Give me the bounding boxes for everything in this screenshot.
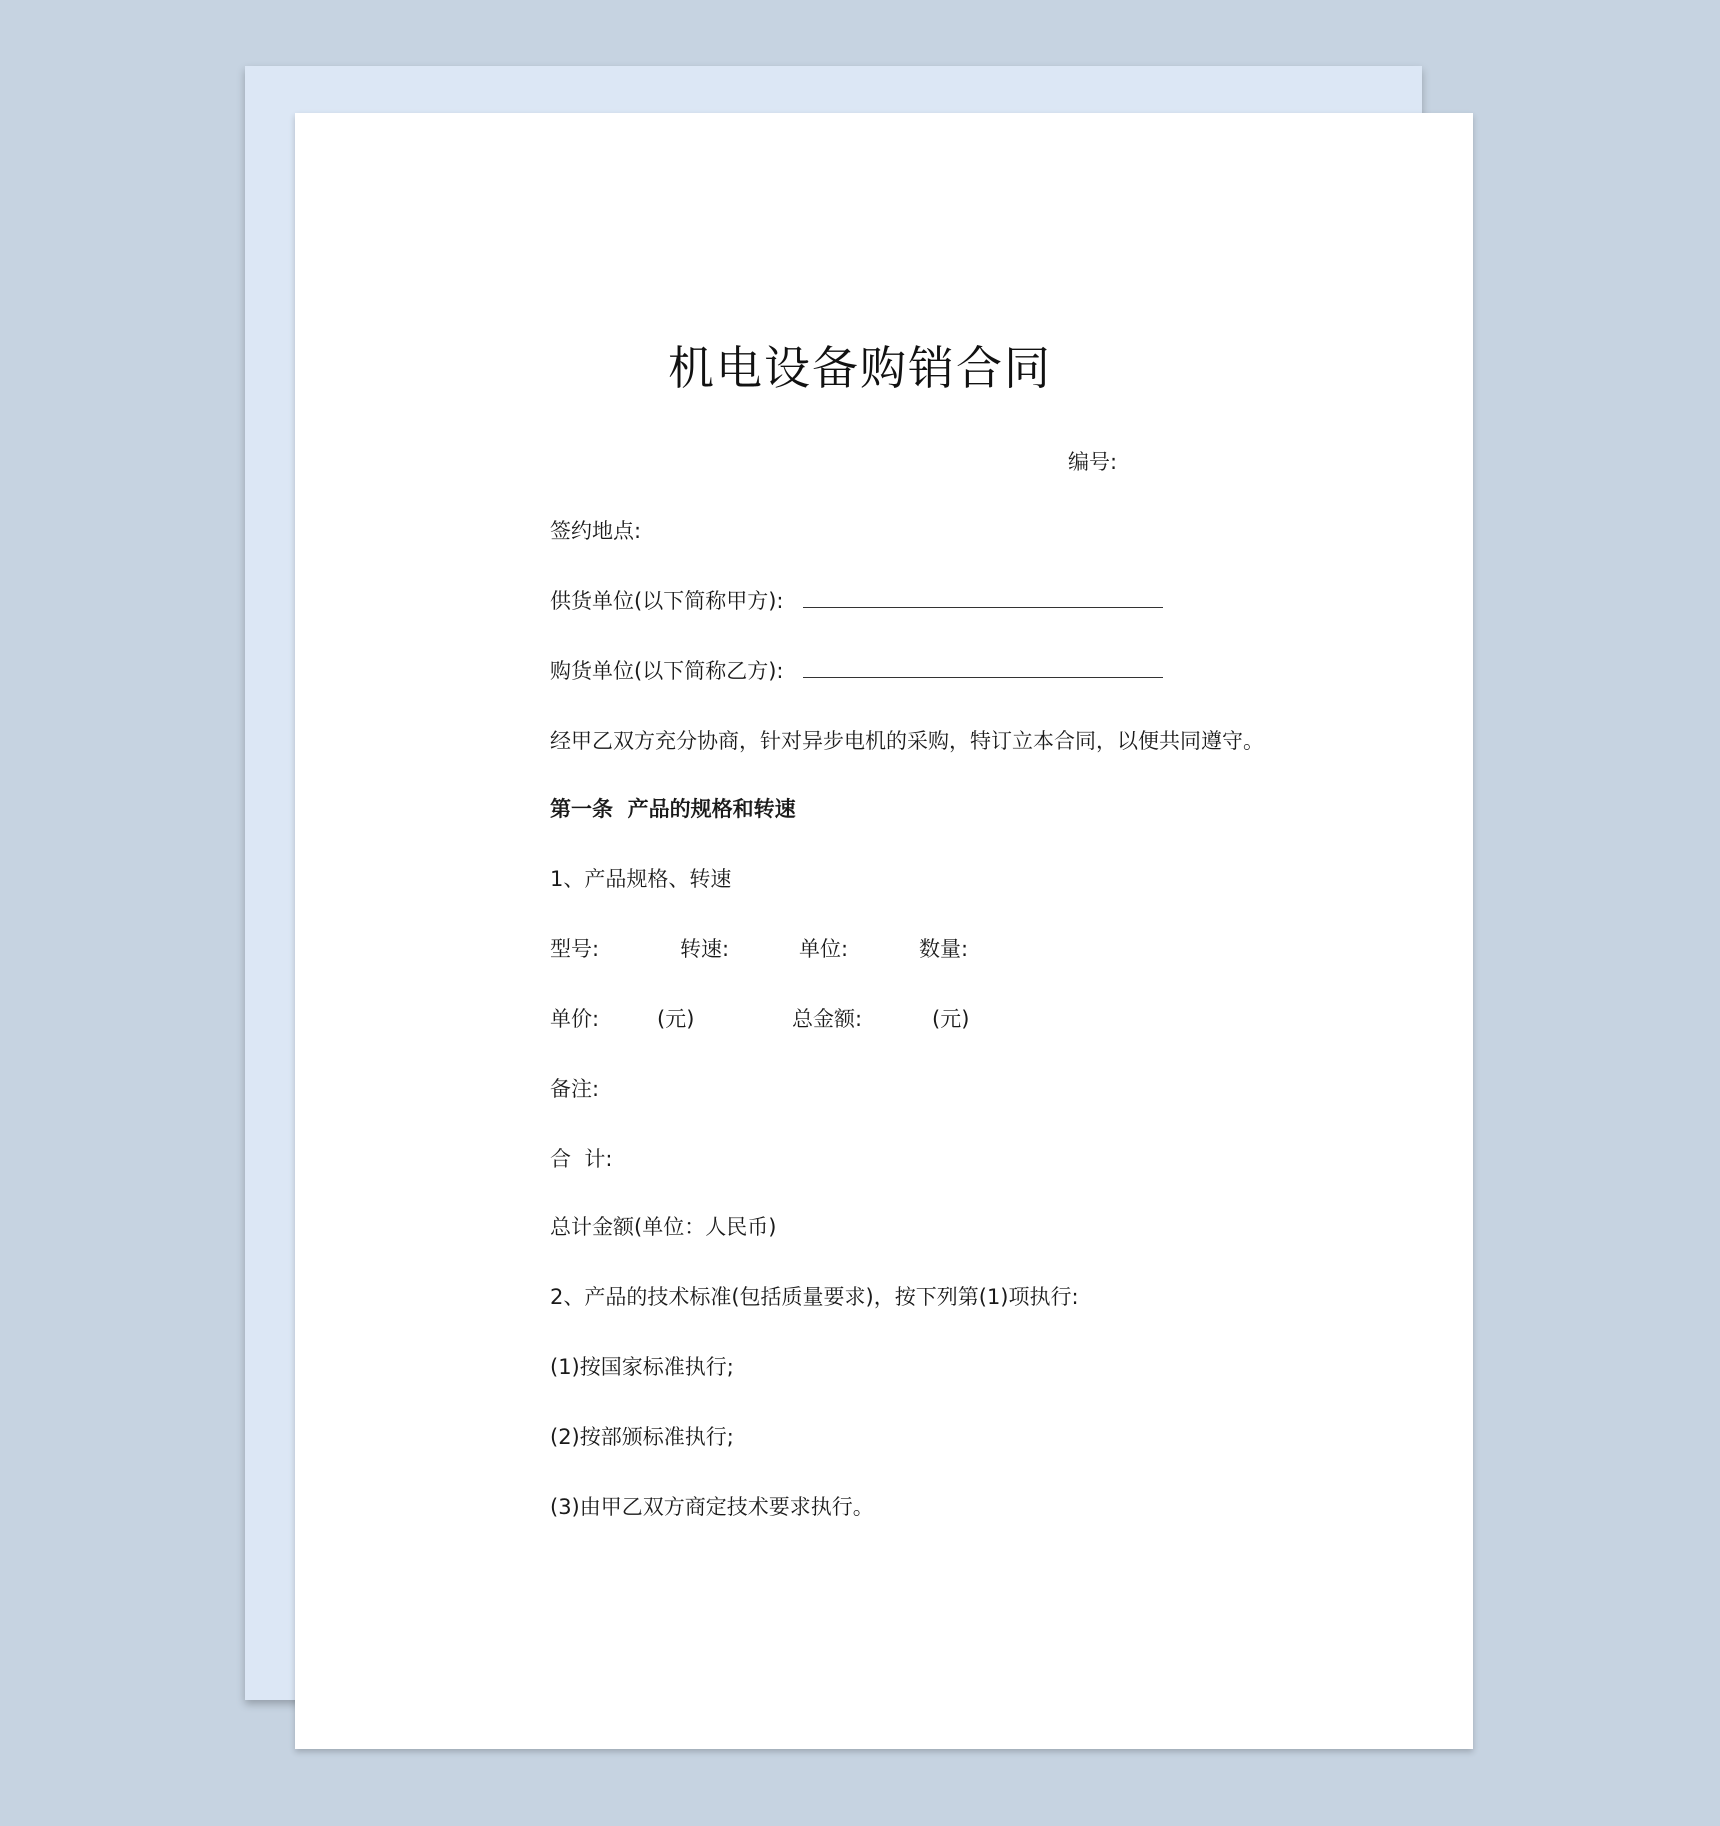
signing-place-label: 签约地点: [550, 519, 642, 543]
model-label: 型号: [550, 937, 600, 961]
speed-label: 转速: [680, 937, 730, 961]
subtotal-label: 合 计: [550, 1147, 613, 1171]
buyer-label: 购货单位(以下简称乙方): [550, 659, 784, 683]
option-item: (2)按部颁标准执行; [550, 1425, 734, 1449]
contract-number-label: 编号: [1068, 450, 1118, 474]
yuan-label: (元) [657, 1007, 695, 1031]
unit-label: 单位: [799, 937, 849, 961]
supplier-blank [803, 587, 1163, 608]
supplier-line [550, 586, 1163, 616]
item1-heading: 1、产品规格、转速 [550, 867, 732, 891]
item2-heading: 2、产品的技术标准(包括质量要求)，按下列第(1)项执行: [550, 1285, 1079, 1309]
article1-heading: 第一条 产品的规格和转速 [550, 797, 796, 821]
supplier-label: 供货单位(以下简称甲方): [550, 589, 784, 613]
document-title: 机电设备购销合同 [668, 341, 1052, 395]
option-item: (1)按国家标准执行; [550, 1355, 734, 1379]
intro-paragraph: 经甲乙双方充分协商，针对异步电机的采购，特订立本合同，以便共同遵守。 [550, 729, 1264, 753]
unit-price-label: 单价: [550, 1007, 600, 1031]
grand-total-label: 总计金额(单位：人民币) [550, 1215, 777, 1239]
remarks-label: 备注: [550, 1077, 600, 1101]
buyer-line [550, 656, 1163, 686]
option-item: (3)由甲乙双方商定技术要求执行。 [550, 1495, 874, 1519]
yuan-label: (元) [932, 1007, 970, 1031]
buyer-blank [803, 657, 1163, 678]
quantity-label: 数量: [919, 937, 969, 961]
total-amount-label: 总金额: [792, 1007, 863, 1031]
